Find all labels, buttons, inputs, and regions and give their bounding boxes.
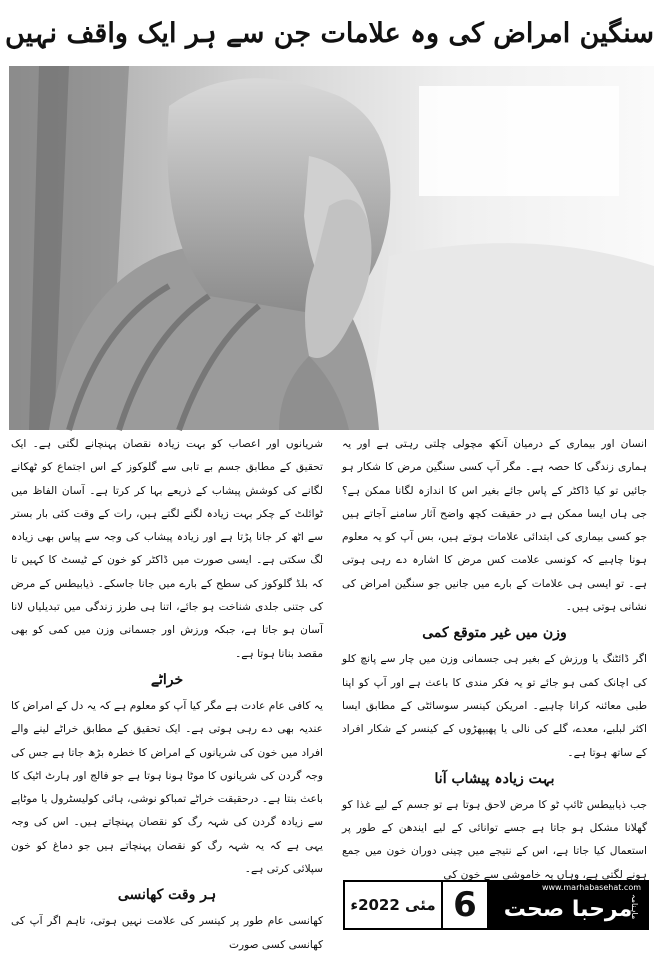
article-column-right [342,433,647,881]
weight-loss-paragraph: اگر ڈائٹنگ یا ورزش کے بغیر ہی جسمانی وزن میں چار سے پانچ کلو کی اچانک کمی ہو جائے تو یہ فکر مندی کا باعث ہے اور آپ کو اپنا طبی معائنہ کرانا چاہیے۔ امریکن کینسر سوسائٹی کے مطابق ایسا اکثر لبلبے، معدے، گلے کی نالی یا پھیپھڑوں کے کینسر کے شکار افراد کے ساتھ ہوتا ہے۔ [342,653,647,759]
page-number: 6 [441,882,489,928]
urination-paragraph: جب ذیابیطس ٹائپ ٹو کا مرض لاحق ہوتا ہے تو جسم کے لیے غذا کو گھلانا مشکل ہو جاتا ہے جسے توانائی کے لیے ایندھن کے طور پر استعمال کیا جاتا ہے، اس کے نتیجے میں چینی دوران خون میں جمع ہونے لگتی ہے، وہاں یہ خاموشی سے خون کی [342,798,647,881]
article-column-left [11,433,323,951]
magazine-masthead [489,882,647,928]
website-url: www.marhabasehat.com [541,883,641,892]
woman-photo-icon [9,66,654,430]
section-heading-weight-loss: وزن میں غیر متوقع کمی [422,625,567,642]
continuation-paragraph: شریانوں اور اعصاب کو بہت زیادہ نقصان پہنچانے لگتی ہے۔ ایک تحقیق کے مطابق جسم بے تابی سے گلوکوز کے اس اجتماع کو ٹھکانے لگانے کی کوشش پیشاب کے ذریعے بہا کر کرتا ہے۔ آسان الفاظ میں ٹوائلٹ کے چکر بہت زیادہ لگنے لگتے ہیں، رات کے وقت کئی بار بستر سے اٹھ کر جانا پڑتا ہے اور زیادہ پیشاب کی وجہ سے پیاس بھی زیادہ لگ سکتی ہے۔ ایسی صورت میں ڈاکٹر کو خون کے ٹیسٹ کا کہیں تا کہ بلڈ گلوکوز کی سطح کے بارے میں جانا جاسکے۔ ذیابیطس کے مرض کی جتنی جلدی شناخت ہو جائے، اتنا ہی طرز زندگی میں تبدیلیاں لانا آسان ہو جاتا ہے، جبکہ ورزش اور جسمانی وزن میں کمی کو بھی مقصد بنانا ہوتا ہے۔ [11,438,323,660]
cough-paragraph: کھانسی عام طور پر کینسر کی علامت نہیں ہوتی، تاہم اگر آپ کی کھانسی کسی صورت [11,915,323,951]
snoring-paragraph: یہ کافی عام عادت ہے مگر کیا آپ کو معلوم ہے کہ یہ دل کے امراض کا عندیہ بھی دے رہی ہوتی ہے۔ ایک تحقیق کے مطابق خراٹے لینے والے افراد میں خون کی شریانوں کے امراض کا خطرہ بڑھ جاتا ہے جس کی وجہ گردن کی شریانوں کا موٹا ہونا ہوتا ہے جو فالج اور ہارٹ اٹیک کا باعث بنتا ہے۔ درحقیقت خراٹے تمباکو نوشی، ہائی کولیسٹرول یا موٹاپے سے زیادہ گردن کی شہہ رگ کو نقصان پہنچاتے ہیں۔ اس کی وجہ یہی ہے کہ یہ شہہ رگ کو نقصان پہنچاتے ہیں جو دماغ کو خون سپلائی کرتی ہے۔ [11,699,323,876]
section-heading-cough: ہر وقت کھانسی [117,887,217,904]
intro-paragraph: انسان اور بیماری کے درمیان آنکھ مچولی چلتی رہتی ہے اور یہ ہماری زندگی کا حصہ ہے۔ مگر آپ کسی سنگین مرض کا شکار ہو جائیں تو کیا ڈاکٹر کے پاس جائے بغیر اس کا اندازہ لگانا ممکن ہے؟ جی ہاں ایسا ممکن ہے در حقیقت کچھ واضح آثار سامنے آجاتے ہیں جو کسی بیماری کی ابتدائی علامات ہوتے ہیں، بس آپ کو یہ معلوم ہونا چاہیے کہ کونسی علامت کس مرض کا اشارہ دے رہی ہوتی ہے۔ تو ایسی ہی علامات کے بارے میں جانیں جو سنگین امراض کی نشانی ہوتی ہیں۔ [342,438,647,614]
magazine-name: مرحبا صحت [503,896,633,922]
article-headline: سنگین امراض کی وہ علامات جن سے ہر ایک واقف نہیں [5,17,654,49]
magazine-label: ماہنامہ [630,894,639,920]
page-footer [343,880,649,930]
issue-date: مئی 2022ء [350,896,436,914]
section-heading-urination: بہت زیادہ پیشاب آنا [434,770,555,787]
section-heading-snoring: خراٹے [150,671,184,688]
article-photo [9,66,654,430]
